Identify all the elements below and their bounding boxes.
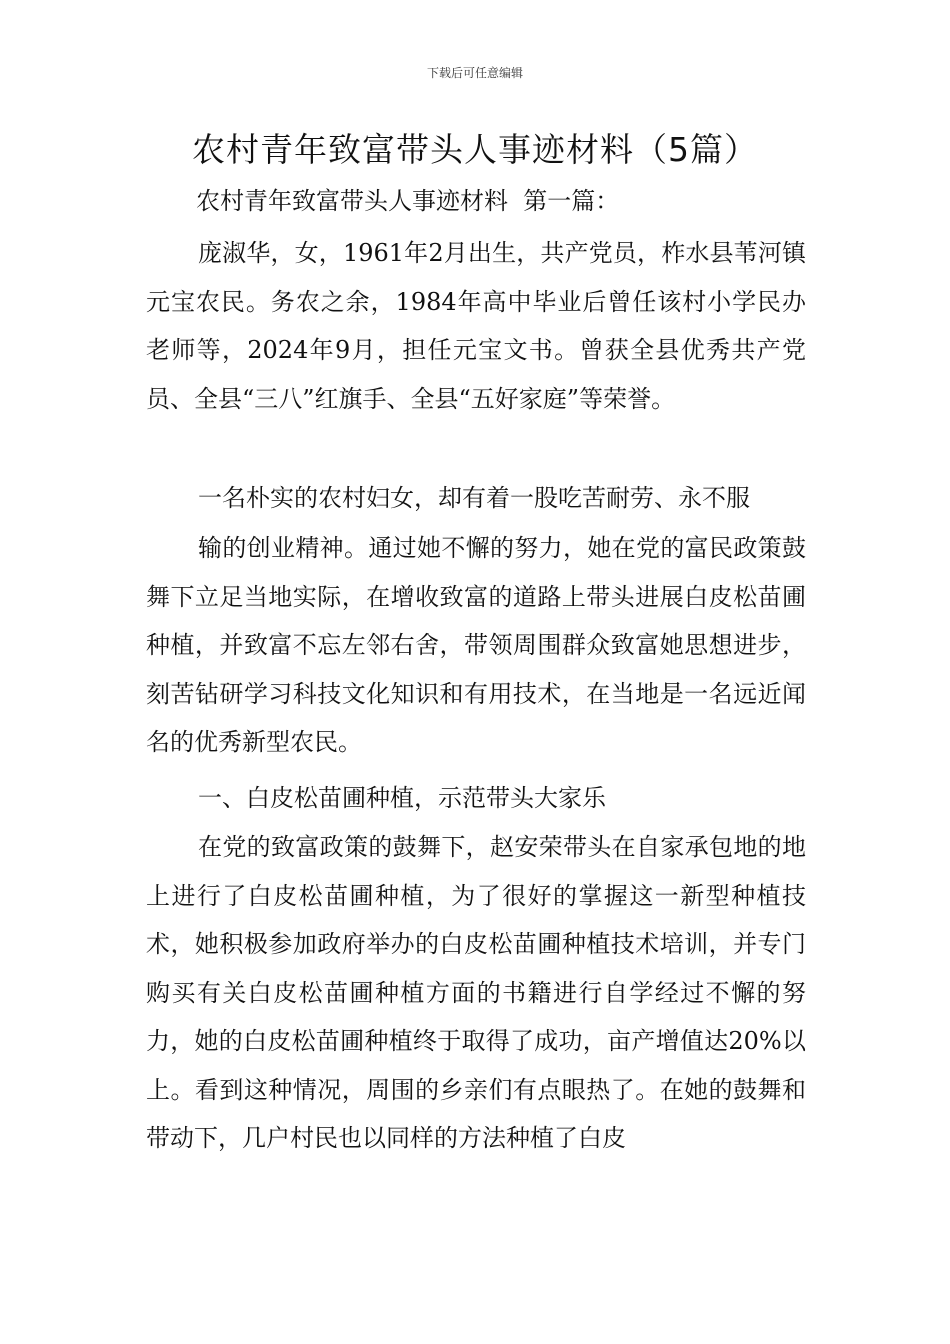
paragraph-intro: 庞淑华，女，1961年2月出生，共产党员，柞水县苇河镇元宝农民。务农之余，1984年高中毕业后曾任该村小学民办老师等，2024年9月，担任元宝文书。曾获全县优秀共产党员、全县“三八”红旗手、全县“五好家庭”等荣誉。 bbox=[146, 239, 806, 413]
document-title: 农村青年致富带头人事迹材料（5篇） bbox=[192, 130, 758, 169]
section-heading: 一、白皮松苗圃种植，示范带头大家乐 bbox=[198, 784, 606, 812]
paragraph-nursery: 在党的致富政策的鼓舞下，赵安荣带头在自家承包地的地上进行了白皮松苗圃种植，为了很好的掌握这一新型种植技术，她积极参加政府举办的白皮松苗圃种植技术培训，并专门购买有关白皮松苗圃种植方面的书籍进行自学经过不懈的努力，她的白皮松苗圃种植终于取得了成功，亩产增值达20%以上。看到这种情况，周围的乡亲们有点眼热了。在她的鼓舞和带动下，几户村民也以同样的方法种植了白皮 bbox=[146, 833, 806, 1152]
section-subtitle: 农村青年致富带头人事迹材料 第一篇： bbox=[196, 187, 620, 215]
paragraph-line: 一名朴实的农村妇女，却有着一股吃苦耐劳、永不服 bbox=[198, 484, 750, 512]
page-header-note: 下载后可任意编辑 bbox=[426, 66, 523, 80]
paragraph-spirit: 输的创业精神。通过她不懈的努力，她在党的富民政策鼓舞下立足当地实际，在增收致富的道路上带头进展白皮松苗圃种植，并致富不忘左邻右舍，带领周围群众致富她思想进步，刻苦钻研学习科技文化知识和有用技术，在当地是一名远近闻名的优秀新型农民。 bbox=[146, 534, 806, 756]
